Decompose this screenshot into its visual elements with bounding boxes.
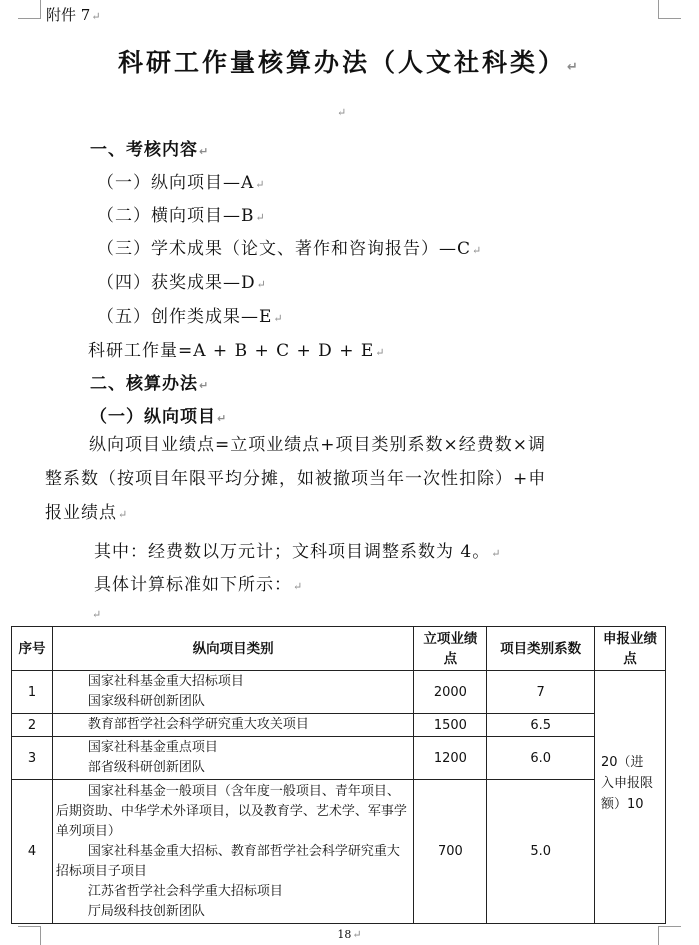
section1-heading: 一、考核内容↵ [90, 140, 210, 160]
table-row [12, 737, 666, 780]
page-number: 18↵ [337, 928, 362, 941]
table-row [12, 671, 666, 714]
row-coefficient: 7 [487, 671, 595, 714]
row-seq: 1 [12, 671, 53, 714]
document-title: 科研工作量核算办法（人文社科类）↵ [118, 48, 581, 77]
section2-heading: 二、核算办法↵ [90, 374, 210, 394]
note-paragraph: 其中：经费数以万元计；文科项目调整系数为 4。↵ [94, 542, 502, 562]
row-seq: 2 [12, 714, 53, 737]
row-category: 国家社科基金重大招标项目 国家级科研创新团队 [52, 671, 414, 714]
row-coefficient: 6.5 [487, 714, 595, 737]
header-base-points: 立项业绩点 [414, 627, 487, 671]
section1-item-4: （四）获奖成果—D↵ [97, 273, 267, 293]
header-seq: 序号 [12, 627, 53, 671]
row-seq: 3 [12, 737, 53, 780]
standard-intro: 具体计算标准如下所示：↵ [94, 575, 304, 595]
formula-paragraph: 纵向项目业绩点=立项业绩点+项目类别系数×经费数×调 整系数（按项目年限平均分摊，如被撤项当年一次性扣除）+申 报业绩点↵ [45, 435, 547, 523]
crop-mark-top-right [658, 0, 681, 19]
section1-item-5: （五）创作类成果—E↵ [97, 307, 284, 327]
row-base-points: 2000 [414, 671, 487, 714]
section1-item-3: （三）学术成果（论文、著作和咨询报告）—C↵ [97, 239, 483, 259]
row-category: 国家社科基金一般项目（含年度一般项目、青年项目、后期资助、中华学术外译项目，以及教育学、艺术学、军事学单列项目） 国家社科基金重大招标、教育部哲学社会科学研究重大招标项目子项目 江苏省哲学社会科学重大招标项目 厅局级科技创新团队 [52, 780, 414, 924]
section1-item-2: （二）横向项目—B↵ [97, 206, 266, 226]
header-category: 纵向项目类别 [52, 627, 414, 671]
row-category: 国家社科基金重点项目 部省级科研创新团队 [52, 737, 414, 780]
row-base-points: 700 [414, 780, 487, 924]
table-row [12, 714, 666, 737]
attachment-label: 附件 7↵ [46, 6, 101, 24]
section1-item-1: （一）纵向项目—A↵ [97, 173, 266, 193]
workload-formula: 科研工作量=A + B + C + D + E↵ [88, 341, 386, 361]
table-row [12, 780, 666, 924]
row-category: 教育部哲学社会科学研究重大攻关项目 [52, 714, 414, 737]
project-category-table [11, 626, 666, 924]
section2-subheading: （一）纵向项目↵ [90, 407, 228, 427]
header-application-points: 申报业绩点 [595, 627, 666, 671]
table-header-row [12, 627, 666, 671]
application-points-cell: 20（进入申报限额）10 [595, 671, 666, 924]
crop-mark-top-left [18, 0, 41, 19]
row-coefficient: 5.0 [487, 780, 595, 924]
paragraph-mark: ↵ [92, 608, 102, 621]
row-coefficient: 6.0 [487, 737, 595, 780]
row-seq: 4 [12, 780, 53, 924]
row-base-points: 1200 [414, 737, 487, 780]
row-base-points: 1500 [414, 714, 487, 737]
paragraph-mark: ↵ [337, 106, 347, 119]
header-category-coefficient: 项目类别系数 [487, 627, 595, 671]
